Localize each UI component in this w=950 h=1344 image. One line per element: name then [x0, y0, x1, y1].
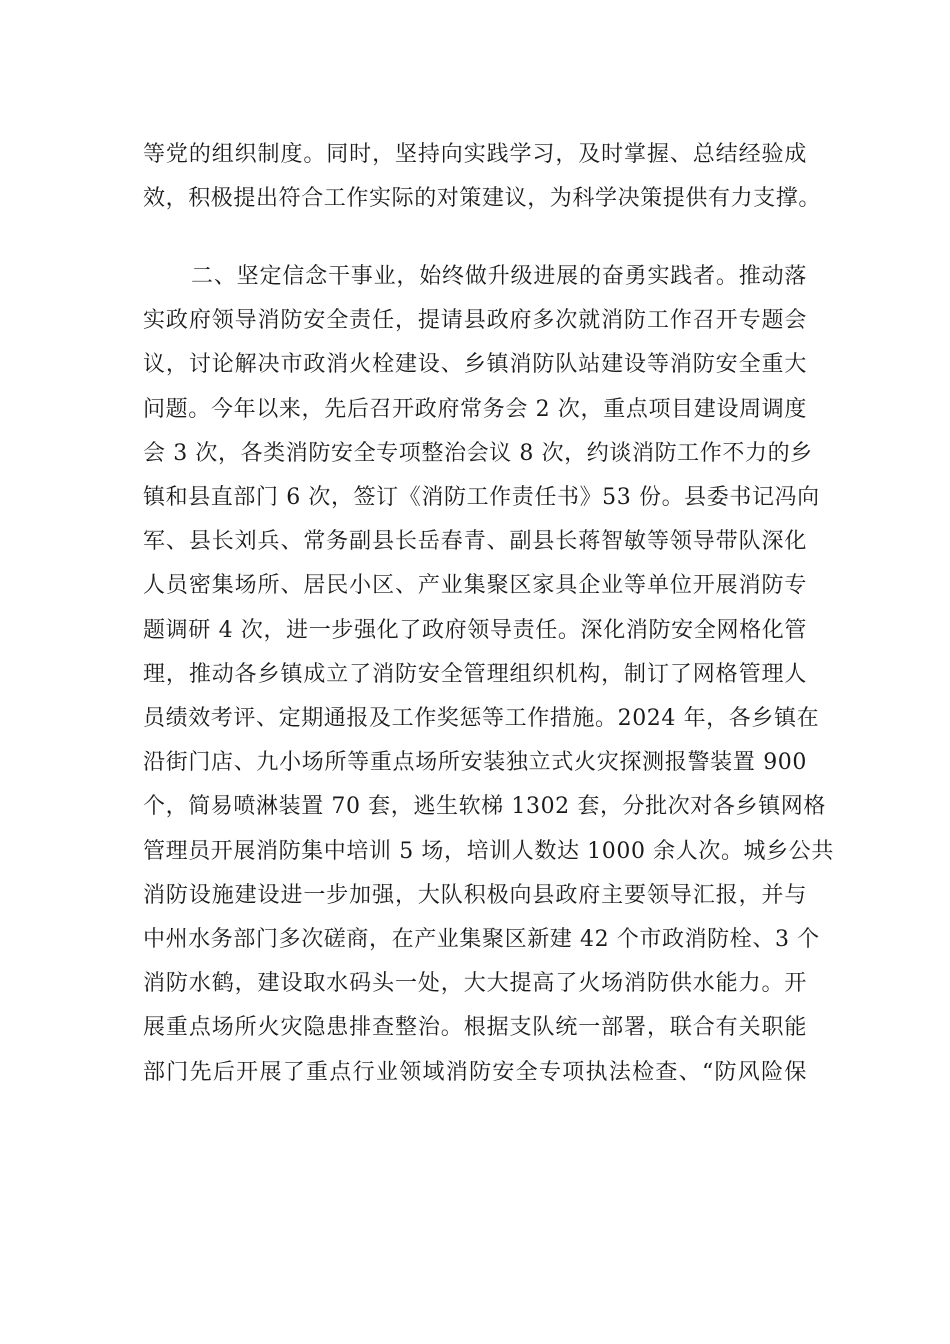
paragraph-line: 消防设施建设进一步加强，大队积极向县政府主要领导汇报，并与	[143, 882, 807, 908]
paragraph-line: 议，讨论解决市政消火栓建设、乡镇消防队站建设等消防安全重大	[143, 352, 807, 378]
paragraph-line: 理，推动各乡镇成立了消防安全管理组织机构，制订了网格管理人	[143, 661, 807, 687]
paragraph-line: 题调研 4 次，进一步强化了政府领导责任。深化消防安全网格化管	[143, 617, 807, 643]
paragraph-line: 会 3 次，各类消防安全专项整治会议 8 次，约谈消防工作不力的乡	[143, 440, 813, 466]
paragraph-line: 员绩效考评、定期通报及工作奖惩等工作措施。2024 年，各乡镇在	[143, 706, 820, 732]
paragraph-line: 军、县长刘兵、常务副县长岳春青、副县长蒋智敏等领导带队深化	[143, 529, 807, 555]
paragraph-line: 沿街门店、九小场所等重点场所安装独立式火灾探测报警装置 900	[143, 750, 807, 776]
paragraph-line: 人员密集场所、居民小区、产业集聚区家具企业等单位开展消防专	[143, 573, 807, 599]
paragraph-line: 中州水务部门多次磋商，在产业集聚区新建 42 个市政消防栓、3 个	[143, 927, 820, 953]
paragraph-line: 效，积极提出符合工作实际的对策建议，为科学决策提供有力支撑。	[143, 186, 822, 212]
paragraph-line: 部门先后开展了重点行业领域消防安全专项执法检查、“防风险保	[143, 1059, 807, 1085]
paragraph-line: 管理员开展消防集中培训 5 场，培训人数达 1000 余人次。城乡公共	[143, 838, 834, 864]
paragraph-line: 实政府领导消防安全责任，提请县政府多次就消防工作召开专题会	[143, 308, 807, 334]
paragraph-line: 问题。今年以来，先后召开政府常务会 2 次，重点项目建设周调度	[143, 396, 807, 422]
paragraph-line: 个，简易喷淋装置 70 套，逃生软梯 1302 套，分批次对各乡镇网格	[143, 794, 826, 820]
paragraph-1	[143, 133, 822, 221]
paragraph-line: 等党的组织制度。同时，坚持向实践学习，及时掌握、总结经验成	[143, 142, 807, 167]
paragraph-line: 消防水鹤，建设取水码头一处，大大提高了火场消防供水能力。开	[143, 971, 807, 997]
paragraph-2	[143, 255, 834, 1095]
paragraph-line: 二、坚定信念干事业，始终做升级进展的奋勇实践者。推动落	[191, 264, 807, 289]
paragraph-line: 展重点场所火灾隐患排查整治。根据支队统一部署，联合有关职能	[143, 1015, 807, 1041]
paragraph-line: 镇和县直部门 6 次，签订《消防工作责任书》53 份。县委书记冯向	[143, 485, 820, 511]
